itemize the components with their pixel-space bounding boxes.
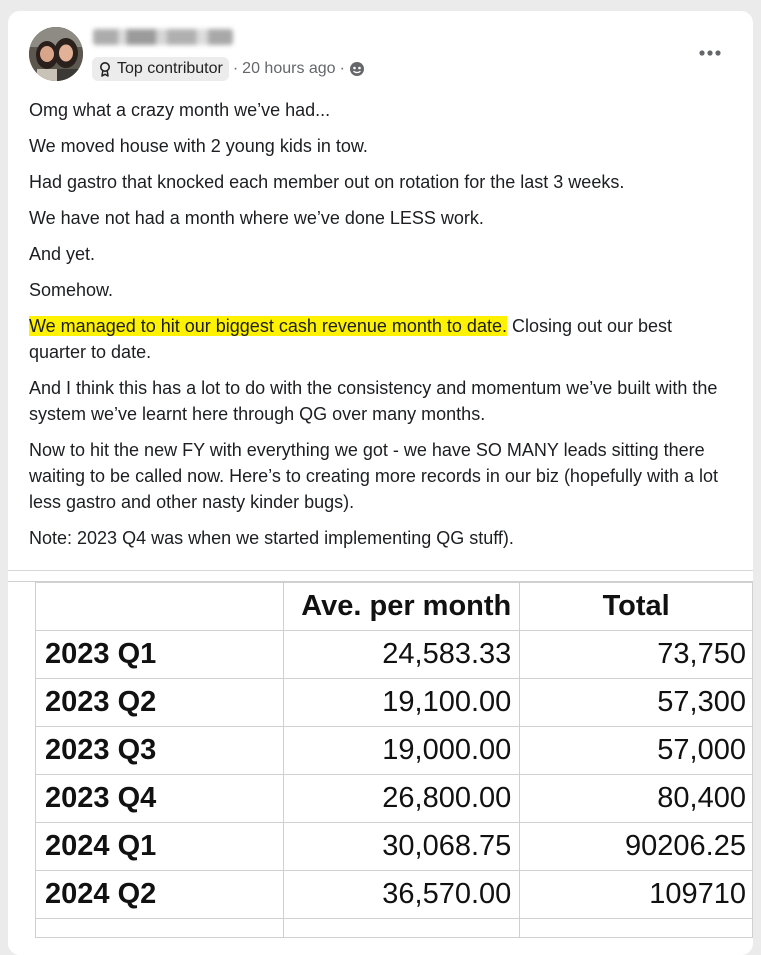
table-row: [36, 775, 753, 823]
quarter-cell: 2023 Q1: [36, 631, 284, 679]
table-header-row: [36, 583, 753, 631]
post-paragraph: Now to hit the new FY with everything we got - we have SO MANY leads sitting there waiting to be called now. Here’s to creating more records in our biz (hopefully with a lot less gastro and other nasty kinder bugs).: [29, 440, 719, 512]
table-row: [36, 679, 753, 727]
quarter-cell: 2024 Q1: [36, 823, 284, 871]
quarter-cell: 2023 Q2: [36, 679, 284, 727]
total-cell: 57,300: [520, 679, 753, 727]
post-paragraph: And I think this has a lot to do with the consistency and momentum we’ve built with the system we’ve learnt here through QG over many months.: [29, 378, 718, 424]
post-paragraph: We have not had a month where we’ve done LESS work.: [29, 208, 484, 228]
avg-cell: 24,583.33: [283, 631, 520, 679]
post-paragraph: [29, 313, 729, 365]
total-cell: 90206.25: [520, 823, 753, 871]
post-timestamp[interactable]: 20 hours ago: [242, 60, 336, 77]
total-cell: 109710: [520, 871, 753, 919]
table-row: [36, 631, 753, 679]
quarter-cell: 2024 Q2: [36, 871, 284, 919]
header-total: Total: [520, 583, 753, 631]
post-meta: [92, 57, 365, 81]
total-cell: 80,400: [520, 775, 753, 823]
revenue-table: [35, 582, 753, 938]
top-contributor-badge[interactable]: [92, 57, 229, 81]
avatar-photo: [29, 27, 83, 81]
table-grid-top: [8, 571, 753, 582]
public-globe-icon[interactable]: [349, 61, 365, 77]
post-paragraph: And yet.: [29, 244, 96, 264]
highlighted-text: We managed to hit our biggest cash revenue month to date.: [29, 316, 507, 336]
post-card: [8, 11, 753, 955]
more-options-button[interactable]: [698, 45, 722, 63]
avg-cell: 26,800.00: [283, 775, 520, 823]
avg-cell: 19,100.00: [283, 679, 520, 727]
quarter-cell: 2023 Q3: [36, 727, 284, 775]
meta-separator: ·: [339, 60, 345, 77]
author-name-blurred[interactable]: [93, 29, 233, 45]
more-options-icon: [698, 48, 722, 58]
table-row: [36, 823, 753, 871]
total-cell: 73,750: [520, 631, 753, 679]
post-text-span: Closing out our best quarter to date.: [29, 316, 673, 362]
revenue-table-image[interactable]: [8, 570, 753, 955]
table-row-empty: [36, 919, 753, 938]
avg-cell: 30,068.75: [283, 823, 520, 871]
avatar[interactable]: [29, 27, 83, 81]
header-quarter: [36, 583, 284, 631]
header-avg-per-month: Ave. per month: [283, 583, 520, 631]
post-paragraph: Somehow.: [29, 280, 114, 300]
post-paragraph: Had gastro that knocked each member out on rotation for the last 3 weeks.: [29, 172, 625, 192]
table-row: [36, 727, 753, 775]
post-paragraph: Note: 2023 Q4 was when we started implementing QG stuff).: [29, 528, 514, 548]
post-body: [29, 97, 729, 561]
total-cell: 57,000: [520, 727, 753, 775]
badge-label: Top contributor: [117, 60, 223, 77]
post-paragraph: We moved house with 2 young kids in tow.: [29, 136, 368, 156]
quarter-cell: 2023 Q4: [36, 775, 284, 823]
meta-separator: ·: [232, 60, 239, 77]
post-paragraph: Omg what a crazy month we’ve had...: [29, 100, 331, 120]
avg-cell: 19,000.00: [283, 727, 520, 775]
avg-cell: 36,570.00: [283, 871, 520, 919]
table-row: [36, 871, 753, 919]
top-contributor-icon: [98, 61, 112, 77]
